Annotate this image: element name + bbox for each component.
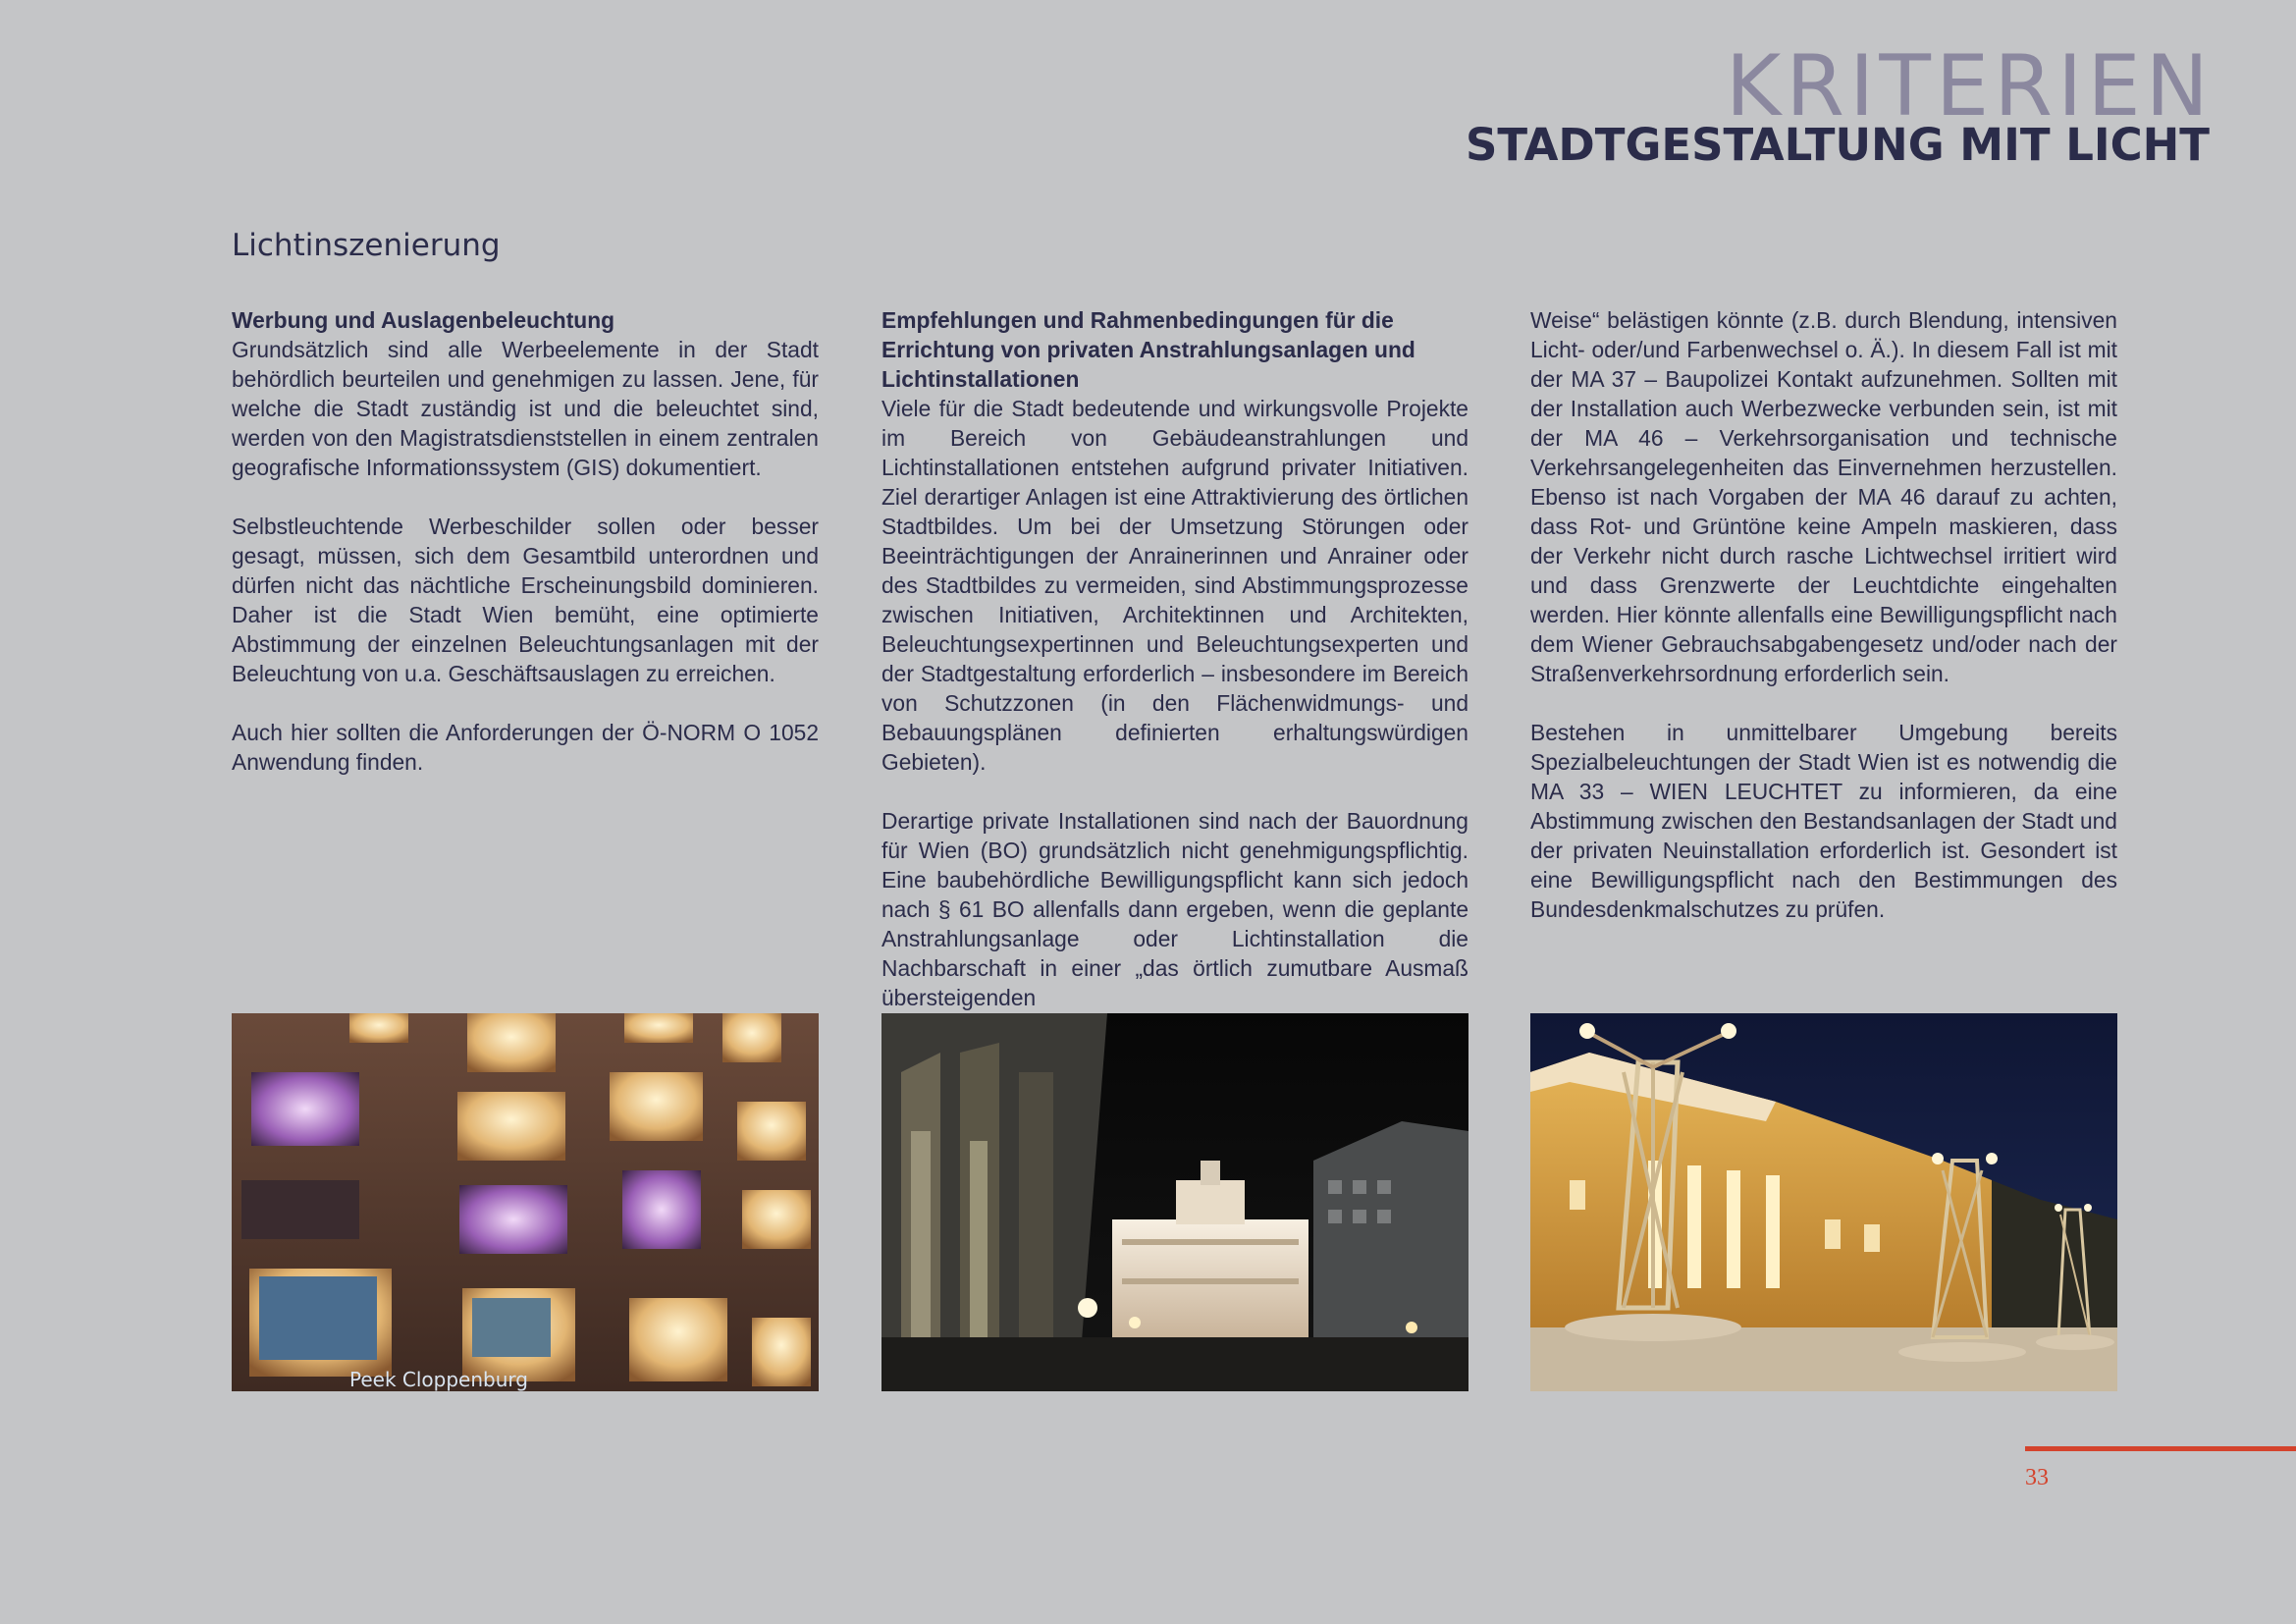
section-heading: Lichtinszenierung (232, 228, 501, 263)
paragraph: Derartige private Installationen sind nach der Bauordnung für Wien (BO) grundsätzlich nicht genehmigungspflichtig. Eine baubehördliche Bewilligungspflicht kann sich jedoch nach § 61 BO allenfalls dann ergeben, wenn die geplante Anstrahlungsanlage oder Lichtinstallation die Nachbarschaft in einer „das örtlich zumutbare Ausmaß übersteigenden (881, 808, 1468, 1010)
paragraph-text: Viele für die Stadt bedeutende und wirkungsvolle Projekte im Bereich von Gebäudeanstrahlungen und Lichtinstallationen entstehen aufgrund privater Initiativen. Ziel derartiger Anlagen ist eine Attraktivierung des örtlichen Stadtbildes. Um bei der Umsetzung Störungen oder Beeinträchtigungen der Anrainerinnen und Anrainer oder des Stadtbildes zu vermeiden, sind Abstimmungsprozesse zwischen Initiativen, Architektinnen und Architekten, Beleuchtungsexpertinnen und Beleuchtungsexperten und der Stadtgestaltung erforderlich – insbesondere im Bereich von Schutzzonen (in den Flächenwidmungs- und Bebauungsplänen definierten erhaltungswürdigen Gebieten). (881, 396, 1468, 775)
subheading: Werbung und Auslagenbeleuchtung (232, 307, 615, 333)
photo-shop-windows (232, 1013, 819, 1391)
photo-light-sculptures-image (1530, 1013, 2117, 1391)
paragraph-text: Grundsätzlich sind alle Werbeelemente in der Stadt behördlich beurteilen und genehmigen zu lassen. Jene, für welche die Stadt zuständig ist und die beleuchtet sind, werden von den Magistratsdienststellen in einem zentralen geografische Informationssystem (GIS) dokumentiert. (232, 337, 819, 480)
text-column-3 (1530, 305, 2117, 924)
page-number: 33 (2025, 1465, 2049, 1490)
paragraph: Weise“ belästigen könnte (z.B. durch Blendung, intensiven Licht- oder/und Farbenwechsel o. Ä.). In diesem Fall ist mit der MA 37 – Baupolizei Kontakt aufzunehmen. Sollten mit der Installation auch Werbezwecke verbunden sein, ist mit der MA 46 – Verkehrsorganisation und technische Verkehrsangelegenheiten das Einvernehmen herzustellen. Ebenso ist nach Vorgaben der MA 46 darauf zu achten, dass Rot- und Grüntöne keine Ampeln maskieren, dass der Verkehr nicht durch rasche Lichtwechsel irritiert wird und dass Grenzwerte der Leuchtdichte eingehalten werden. Hier könnte allenfalls eine Bewilligungspflicht nach dem Wiener Gebrauchsabgabengesetz und/oder nach der Straßenverkehrsordnung erforderlich sein. (1530, 307, 2117, 686)
paragraph: Selbstleuchtende Werbeschilder sollen oder besser gesagt, müssen, sich dem Gesamtbild unterordnen und dürfen nicht das nächtliche Erscheinungsbild dominieren. Daher ist die Stadt Wien bemüht, eine optimierte Abstimmung der einzelnen Beleuchtungsanlagen mit der Beleuchtung von u.a. Geschäftsauslagen zu erreichen. (232, 514, 819, 686)
photo-shop-windows-image (232, 1013, 819, 1391)
paragraph: Bestehen in unmittelbarer Umgebung bereits Spezialbeleuchtungen der Stadt Wien ist es notwendig die MA 33 – WIEN LEUCHTET zu informieren, da eine Abstimmung zwischen den Bestandsanlagen der Stadt und der privaten Neuinstallation erforderlich ist. Gesondert ist eine Bewilligungspflicht nach den Bestimmungen des Bundesdenkmalschutzes zu prüfen. (1530, 720, 2117, 922)
photo-street-night (881, 1013, 1468, 1391)
paragraph (881, 305, 1468, 777)
paragraph: Auch hier sollten die Anforderungen der Ö-NORM O 1052 Anwendung finden. (232, 720, 819, 775)
subheading: Empfehlungen und Rahmenbedingungen für die Errichtung von privaten Anstrahlungsanlagen und Lichtinstallationen (881, 307, 1415, 392)
text-column-2 (881, 305, 1468, 1012)
text-column-1 (232, 305, 819, 777)
header-title: STADTGESTALTUNG MIT LICHT (1465, 119, 2210, 171)
photo-light-sculptures (1530, 1013, 2117, 1391)
sign-text: Peek Cloppenburg (349, 1368, 528, 1391)
header-kicker: KRITERIEN (1725, 37, 2214, 135)
page-rule (2025, 1446, 2296, 1451)
photo-street-night-image (881, 1013, 1468, 1391)
paragraph (232, 305, 819, 482)
